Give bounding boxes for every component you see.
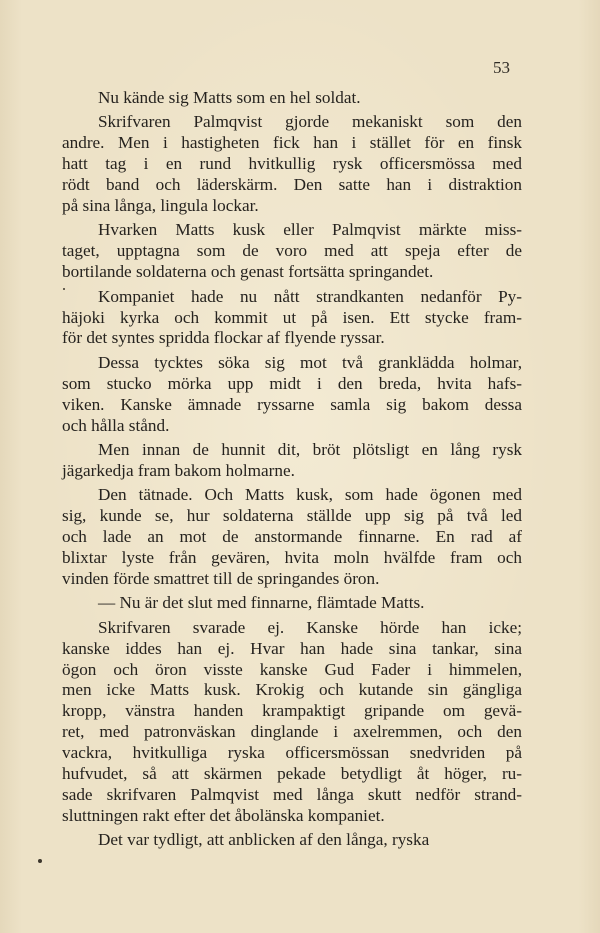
text-line: Hvarken Matts kusk eller Palmqvist märkte miss- <box>98 220 522 240</box>
text-line: ögon och öron visste kanske Gud Fader i himmelen, <box>62 659 522 679</box>
text-line: ret, med patronväskan dinglande i axelremmen, och den <box>62 722 522 742</box>
text-line: Men innan de hunnit dit, bröt plötsligt en lång rysk <box>98 440 522 459</box>
text-line: bortilande soldaterna och genast fortsätta springandet. <box>62 262 434 282</box>
paragraph <box>62 593 522 614</box>
paragraph <box>62 618 522 827</box>
text-line: vinden förde smattret till de springandes öron. <box>62 568 380 588</box>
body-text <box>62 88 522 855</box>
text-line: Den tätnade. Och Matts kusk, som hade ögonen med <box>98 485 522 505</box>
text-line: blixtar lyste från gevären, hvita moln hvälfde fram och <box>62 548 522 568</box>
text-line: andre. Men i hastigheten fick han i stället för en finsk <box>62 133 522 153</box>
text-line: Skrifvaren svarade ej. Kanske hörde han icke; <box>98 617 522 637</box>
text-line: sig, kunde se, hur soldaterna ställde upp sig på två led <box>62 506 522 526</box>
page-number: 53 <box>493 58 510 77</box>
text-line: viken. Kanske ämnade ryssarne samla sig bakom dessa <box>62 394 522 414</box>
text-line: och hålla stånd. <box>62 415 170 435</box>
paragraph <box>62 440 522 482</box>
text-line: sade skrifvaren Palmqvist med långa skutt nedför strand- <box>62 785 522 804</box>
text-line: Det var tydligt, att anblicken af den långa, ryska <box>98 830 430 850</box>
print-speck <box>38 859 42 863</box>
paragraph <box>62 353 522 437</box>
text-line: hufvudet, så att skärmen pekade betydligt åt höger, ru- <box>62 764 522 784</box>
text-line: rödt band och läderskärm. Den satte han i distraktion <box>62 175 522 195</box>
text-line: jägarkedja fram bakom holmarne. <box>62 460 295 480</box>
text-line: sluttningen rakt efter det åbolänska kompaniet. <box>62 805 385 825</box>
text-line: kanske iddes han ej. Hvar han hade sina tankar, sina <box>62 638 522 658</box>
paragraph <box>62 830 522 851</box>
paragraph <box>62 88 522 109</box>
paragraph <box>62 287 522 350</box>
text-line: Dessa tycktes söka sig mot två granklädda holmar, <box>98 352 522 372</box>
text-line: på sina långa, lingula lockar. <box>62 196 259 216</box>
text-line: för det syntes spridda flockar af flyende ryssar. <box>62 328 385 348</box>
paragraph <box>62 485 522 590</box>
text-line: som stucko mörka upp midt i den breda, hvita hafs- <box>62 373 522 393</box>
text-line: och lade an mot de anstormande finnarne. En rad af <box>62 527 522 547</box>
text-line: Nu kände sig Matts som en hel soldat. <box>98 88 361 107</box>
text-line: — Nu är det slut med finnarne, flämtade Matts. <box>98 593 425 613</box>
text-line: taget, upptagna som de voro med att speja efter de <box>62 241 522 261</box>
text-line: men icke Matts kusk. Krokig och kutande sin gängliga <box>62 680 522 700</box>
paragraph <box>62 112 522 217</box>
paragraph <box>62 220 522 283</box>
text-line: Kompaniet hade nu nått strandkanten nedanför Py- <box>98 286 522 306</box>
text-line: vackra, hvitkulliga ryska officersmössan snedvriden på <box>62 743 522 763</box>
text-line: hatt tag i en rund hvitkullig rysk officersmössa med <box>62 154 522 174</box>
text-line: Skrifvaren Palmqvist gjorde mekaniskt som den <box>98 112 522 132</box>
text-line: häjoki kyrka och kommit ut på isen. Ett stycke fram- <box>62 307 522 327</box>
text-line: kropp, vänstra handen krampaktigt gripande om gevä- <box>62 701 522 721</box>
print-speck <box>63 288 65 290</box>
